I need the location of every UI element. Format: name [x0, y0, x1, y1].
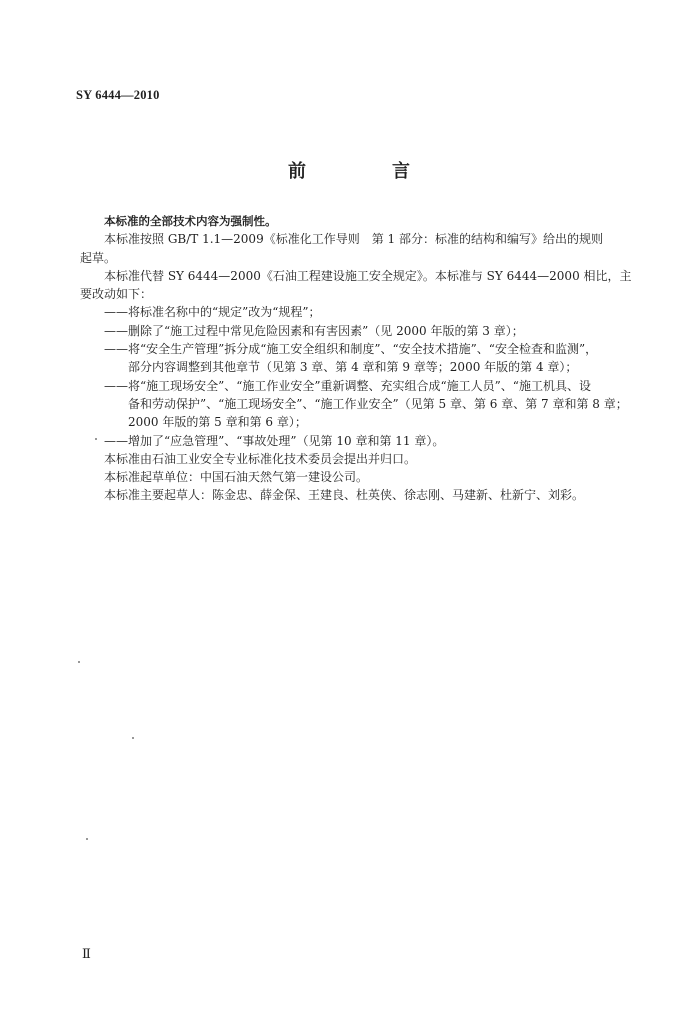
change-item-3-line1: ——将“安全生产管理”拆分成“施工安全组织和制度”、“安全技术措施”、“安全检查和监测”， — [104, 342, 598, 357]
change-item-2: ——删除了“施工过程中常见危险因素和有害因素”（见 2000 年版的第 3 章）； — [104, 323, 524, 338]
paragraph-mandatory: 本标准的全部技术内容为强制性。 — [104, 214, 277, 228]
change-item-4-line2: 备和劳动保护”、“施工现场安全”、“施工作业安全”（见第 5 章、第 6 章、第 7 章和第 8 章； — [128, 396, 628, 411]
paragraph-replaces-line1: 本标准代替 SY 6444—2000《石油工程建设施工安全规定》。本标准与 SY 6444—2000 相比，主 — [104, 268, 632, 283]
paragraph-drafting-unit: 本标准起草单位：中国石油天然气第一建设公司。 — [104, 470, 369, 485]
change-item-5: ——增加了“应急管理”、“事故处理”（见第 10 章和第 11 章）。 — [104, 433, 445, 448]
page-title: 前 言 — [288, 161, 444, 182]
scan-speck — [95, 438, 97, 440]
scan-speck — [132, 737, 134, 739]
foreword-body — [80, 212, 646, 505]
paragraph-proposer: 本标准由石油工业安全专业标准化技术委员会提出并归口。 — [104, 451, 417, 466]
change-item-1: ——将标准名称中的“规定”改为“规程”； — [104, 305, 321, 320]
change-item-3-line2: 部分内容调整到其他章节（见第 3 章、第 4 章和第 9 章等；2000 年版的第 4 章）； — [128, 360, 578, 375]
paragraph-replaces-line2: 要改动如下： — [80, 287, 153, 302]
change-item-4-line3: 2000 年版的第 5 章和第 6 章）； — [128, 415, 307, 430]
scan-speck — [78, 661, 80, 663]
paragraph-drafting-rules-line2: 起草。 — [80, 250, 117, 265]
page-number: Ⅱ — [82, 946, 91, 961]
change-item-4-line1: ——将“施工现场安全”、“施工作业安全”重新调整、充实组合成“施工人员”、“施工机具、设 — [104, 378, 591, 393]
paragraph-drafters: 本标准主要起草人：陈金忠、薛金保、王建良、杜英侠、徐志刚、马建新、杜新宁、刘彩。 — [104, 488, 585, 503]
scan-speck — [86, 838, 88, 840]
paragraph-drafting-rules-line1: 本标准按照 GB/T 1.1—2009《标准化工作导则 第 1 部分：标准的结构和编写》给出的规则 — [104, 232, 603, 247]
standard-code: SY 6444—2010 — [76, 88, 160, 102]
